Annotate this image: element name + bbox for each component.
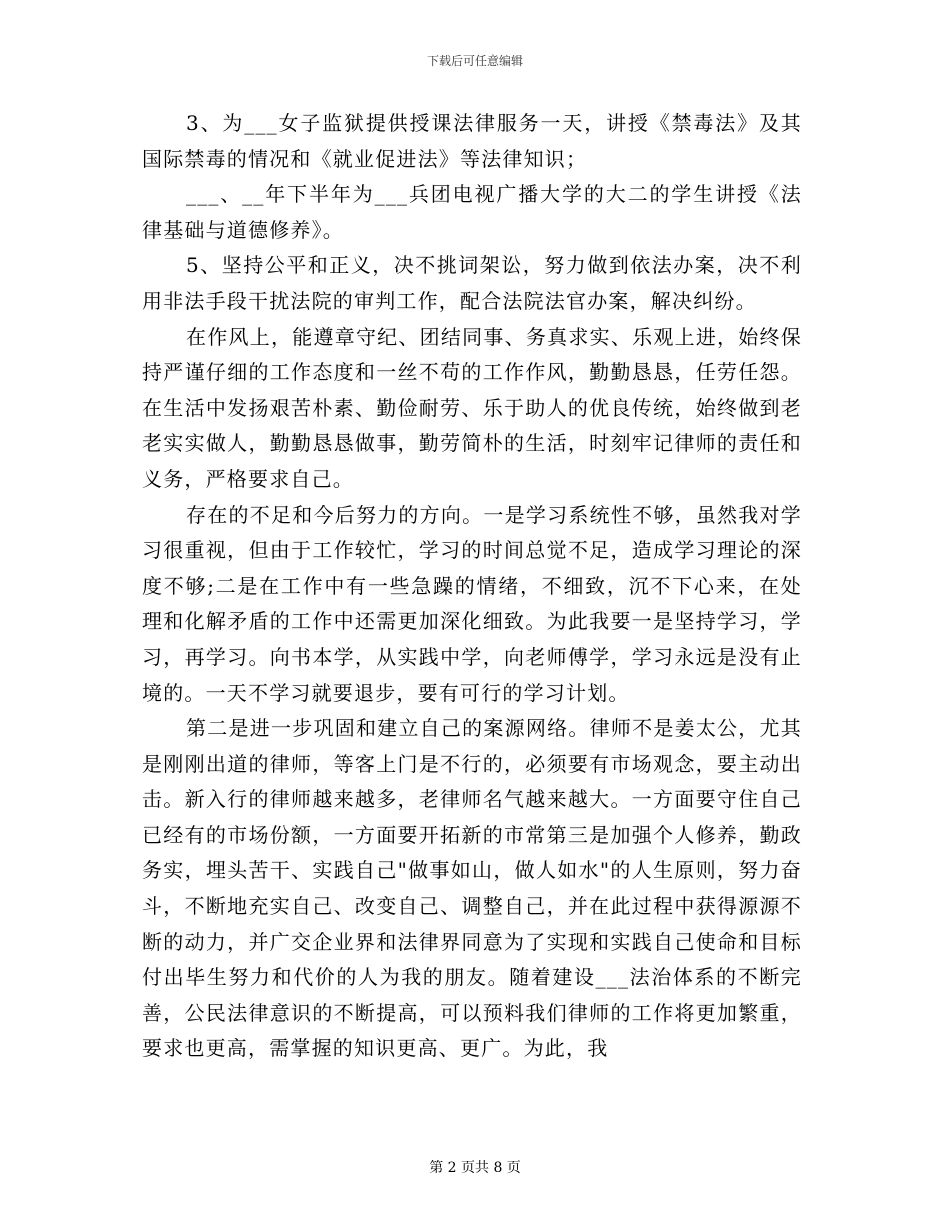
paragraph-5: 存在的不足和今后努力的方向。一是学习系统性不够，虽然我对学习很重视，但由于工作较忙，学习的时间总觉不足，造成学习理论的深度不够;二是在工作中有一些急躁的情绪，不细致，沉不下心来，在处理和化解矛盾的工作中还需更加深化细致。为此我要一是坚持学习，学习，再学习。向书本学，从实践中学，向老师傅学，学习永远是没有止境的。一天不学习就要退步，要有可行的学习计划。 (142, 502, 802, 705)
paragraph-6: 第二是进一步巩固和建立自己的案源网络。律师不是姜太公，尤其是刚刚出道的律师，等客上门是不行的，必须要有市场观念，要主动出击。新入行的律师越来越多，老律师名气越来越大。一方面要守住自己已经有的市场份额，一方面要开拓新的市常第三是加强个人修养，勤政务实，埋头苦干、实践自己"做事如山，做人如水"的人生原则，努力奋斗，不断地充实自己、改变自己、调整自己，并在此过程中获得源源不断的动力，并广交企业界和法律界同意为了实现和实践自己使命和目标付出毕生努力和代价的人为我的朋友。随着建设___法治体系的不断完善，公民法律意识的不断提高，可以预料我们律师的工作将更加繁重，要求也更高，需掌握的知识更高、更广。为此，我 (142, 716, 802, 1061)
paragraph-1: 3、为___女子监狱提供授课法律服务一天，讲授《禁毒法》及其国际禁毒的情况和《就业促进法》等法律知识； (142, 111, 802, 171)
document-body (142, 106, 802, 1067)
page-header: 下载后可任意编辑 (426, 54, 523, 68)
paragraph-4: 在作风上，能遵章守纪、团结同事、务真求实、乐观上进，始终保持严谨仔细的工作态度和一丝不苟的工作作风，勤勤恳恳，任劳任怨。在生活中发扬艰苦朴素、勤俭耐劳、乐于助人的优良传统，始终做到老老实实做人，勤勤恳恳做事，勤劳简朴的生活，时刻牢记律师的责任和义务，严格要求自己。 (142, 324, 802, 491)
paragraph-2: ___、__年下半年为___兵团电视广播大学的大二的学生讲授《法律基础与道德修养》。 (142, 182, 802, 242)
paragraph-3: 5、坚持公平和正义，决不挑词架讼，努力做到依法办案，决不利用非法手段干扰法院的审判工作，配合法院法官办案，解决纠纷。 (142, 253, 802, 313)
page-footer: 第 2 页共 8 页 (429, 1160, 521, 1176)
